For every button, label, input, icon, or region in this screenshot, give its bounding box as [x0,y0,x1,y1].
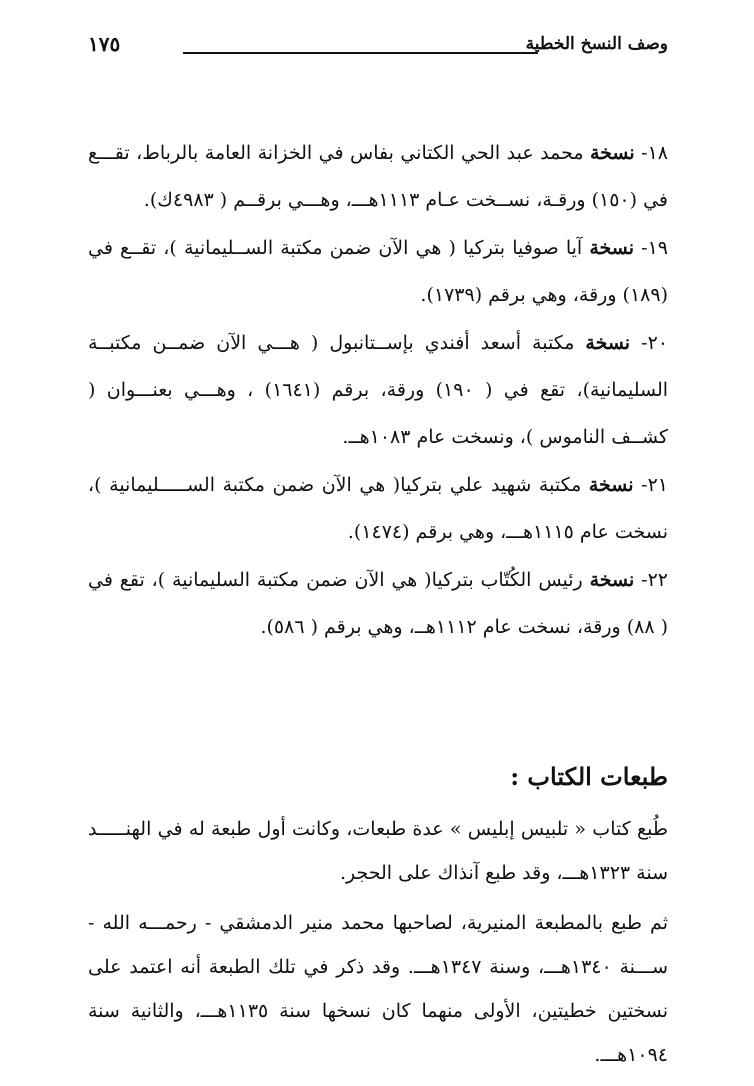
header-rule [183,52,538,54]
manuscript-entry [88,462,668,556]
entry-text: مكتبة شهيد علي بتركيا( هي الآن ضمن مكتبة الســـــليمانية )، نسخت عام ١١١٥هـــ، وهي برقم (١٤٧٤). [88,474,668,543]
entry-keyword: نسخة [589,142,635,164]
entry-text: رئيس الكُتّاب بتركيا( هي الآن ضمن مكتبة السليمانية )، تقع في ( ٨٨) ورقة، نسخت عام ١١١٢هــ، وهي برقم ( ٥٨٦). [88,569,668,638]
running-header [88,30,668,66]
section-heading: طبعات الكتاب : [510,762,668,791]
manuscript-entry [88,320,668,461]
manuscript-entry [88,225,668,319]
page-number: ١٧٥ [88,32,121,56]
entry-number: ٢٠- [630,332,668,354]
manuscript-entry [88,130,668,224]
entry-text: مكتبة أسعد أفندي بإســتانبول ( هـــي الآن ضمــن مكتبــة السليمانية)، تقع في ( ١٩٠) ورقة، برقم (١٦٤١) ، وهـــي بعنـــوان ( كشــف الناموس )، ونسخت عام ١٠٨٣هــ. [88,332,669,448]
entry-keyword: نسخة [589,569,635,591]
section-paragraph: ثم طبع بالمطبعة المنيرية، لصاحبها محمد منير الدمشقي - رحمـــه الله - ســـنة ١٣٤٠هـــ، وسنة ١٣٤٧هـــ. وقد ذكر في تلك الطبعة أنه اعتمد على نسختين خطيتين، الأولى منهما كان نسخها سنة ١١٣٥هـــ، والثانية سنة ١٠٩٤هـــ. [88,912,668,1066]
section-paragraph: طُبع كتاب « تلبيس إبليس » عدة طبعات، وكانت أول طبعة له في الهنـــــد سنة ١٣٢٣هـــ، وقد طبع آنذاك على الحجر. [88,818,668,884]
entry-number: ٢١- [633,474,669,496]
entry-number: ١٨- [634,142,668,164]
manuscript-entry [88,557,668,651]
manuscript-list [88,130,668,652]
entry-text: محمد عبد الحي الكتاني بفاس في الخزانة العامة بالرباط، تقـــع في (١٥٠) ورقـة، نســخت عـام ١١١٣هـــ، وهـــي برقــم ( ٤٩٨٣ك). [88,142,668,211]
entry-text: آيا صوفيا بتركيا ( هي الآن ضمن مكتبة الســليمانية )، تقــع في (١٨٩) ورقة، وهي برقم (١٧٣٩). [88,237,668,306]
entry-number: ١٩- [634,237,668,259]
editions-section [88,755,668,1083]
entry-keyword: نسخة [589,237,635,259]
entry-keyword: نسخة [585,332,631,354]
entry-number: ٢٢- [634,569,668,591]
running-title: وصف النسخ الخطية [525,34,668,54]
entry-keyword: نسخة [588,474,634,496]
